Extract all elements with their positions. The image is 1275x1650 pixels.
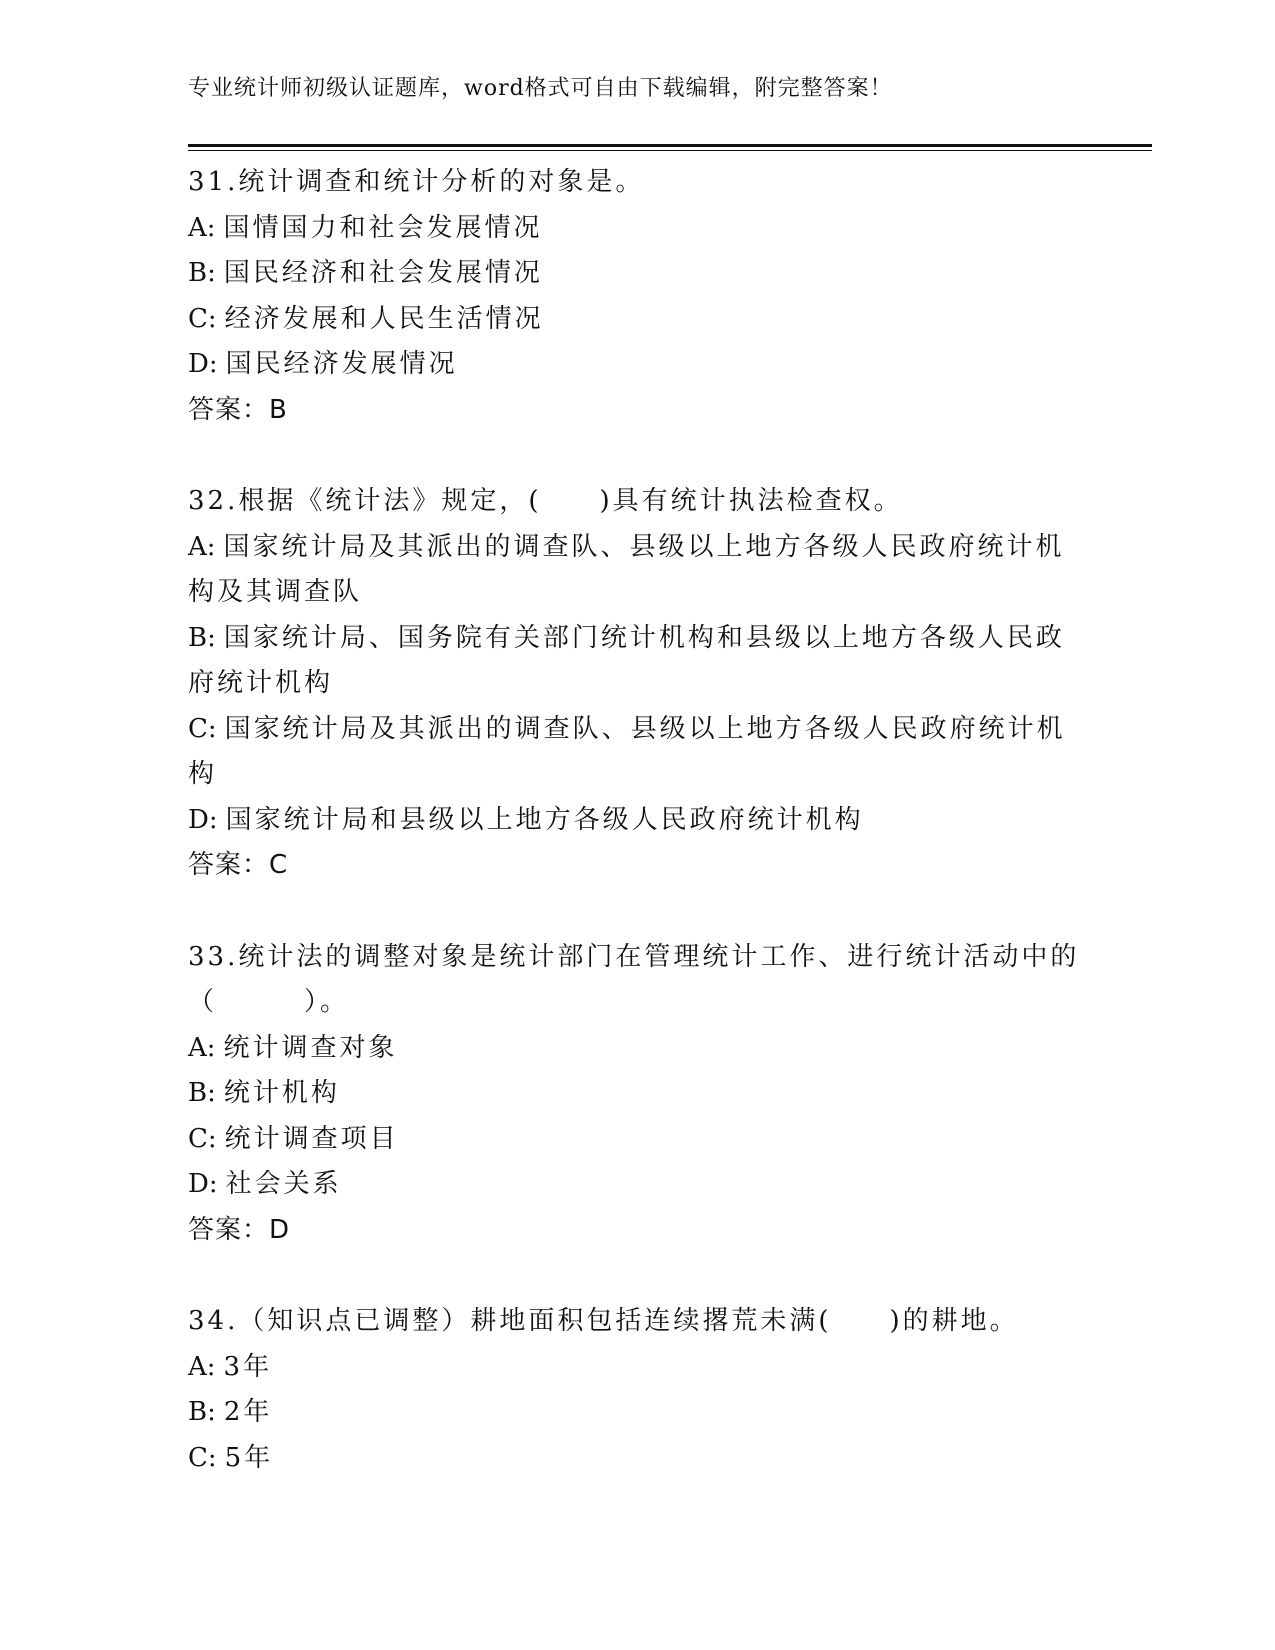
option-text-continued: 构 [188,759,218,789]
option-b [188,1390,1088,1436]
option-b [188,251,1088,297]
option-label: D: [188,1169,218,1199]
option-label: C: [188,303,217,334]
option-text: 国家统计局及其派出的调查队、县级以上地方各级人民政府统计机 [224,713,1066,744]
option-text: 国情国力和社会发展情况 [223,212,543,243]
option-c [188,707,1088,798]
option-c [188,1117,1088,1163]
option-label: D: [188,349,218,379]
option-text: 统计机构 [223,1078,340,1108]
option-label: A: [188,1032,216,1063]
option-text: 经济发展和人民生活情况 [224,303,544,334]
question-list [188,160,1088,1527]
option-text: 2年 [223,1397,273,1427]
question-33 [188,935,1088,1254]
option-label: A: [188,531,216,562]
option-text-continued: 府统计机构 [188,668,334,698]
option-text: 统计调查项目 [224,1123,399,1154]
answer: 答案：C [188,850,289,880]
option-label: C: [188,1123,217,1154]
question-stem: 34.（知识点已调整）耕地面积包括连续撂荒未满( )的耕地。 [188,1306,1019,1336]
question-stem: 33.统计法的调整对象是统计部门在管理统计工作、进行统计活动中的 [188,941,1080,972]
option-text: 国家统计局及其派出的调查队、县级以上地方各级人民政府统计机 [223,531,1065,562]
option-text: 社会关系 [225,1169,342,1199]
question-stem: 32.根据《统计法》规定，( )具有统计执法检查权。 [188,486,903,516]
option-b [188,616,1088,707]
option-text: 国民经济和社会发展情况 [223,258,543,288]
option-d [188,798,1088,844]
question-32 [188,479,1088,889]
option-label: C: [188,713,217,744]
option-label: A: [188,212,216,243]
option-text-continued: 构及其调查队 [188,577,363,607]
option-c [188,297,1088,343]
question-31 [188,160,1088,433]
option-a [188,525,1088,616]
option-c [188,1436,1088,1482]
header-rule-thick [188,144,1152,147]
option-d [188,1162,1088,1208]
option-a [188,206,1088,252]
option-text: 统计调查对象 [223,1032,398,1063]
option-label: B: [188,1078,216,1108]
option-d [188,342,1088,388]
option-label: D: [188,804,218,835]
option-label: B: [188,1397,216,1427]
option-label: C: [188,1442,217,1473]
header-rule-thin [188,150,1152,151]
question-stem: 31.统计调查和统计分析的对象是。 [188,167,645,197]
option-text: 国家统计局、国务院有关部门统计机构和县级以上地方各级人民政 [223,622,1065,653]
option-a [188,1026,1088,1072]
answer: 答案：B [188,394,288,425]
answer: 答案：D [188,1214,291,1245]
option-label: B: [188,622,216,653]
option-text: 国家统计局和县级以上地方各级人民政府统计机构 [225,804,864,835]
option-b [188,1071,1088,1117]
option-a [188,1345,1088,1391]
option-text: 5年 [224,1442,274,1473]
option-label: A: [188,1351,216,1382]
question-stem-continued: （ ）。 [188,987,350,1017]
option-text: 3年 [223,1351,273,1382]
option-text: 国民经济发展情况 [225,349,458,379]
page-header: 专业统计师初级认证题库，word格式可自由下载编辑，附完整答案！ [188,76,893,101]
option-label: B: [188,258,216,288]
question-34 [188,1299,1088,1481]
